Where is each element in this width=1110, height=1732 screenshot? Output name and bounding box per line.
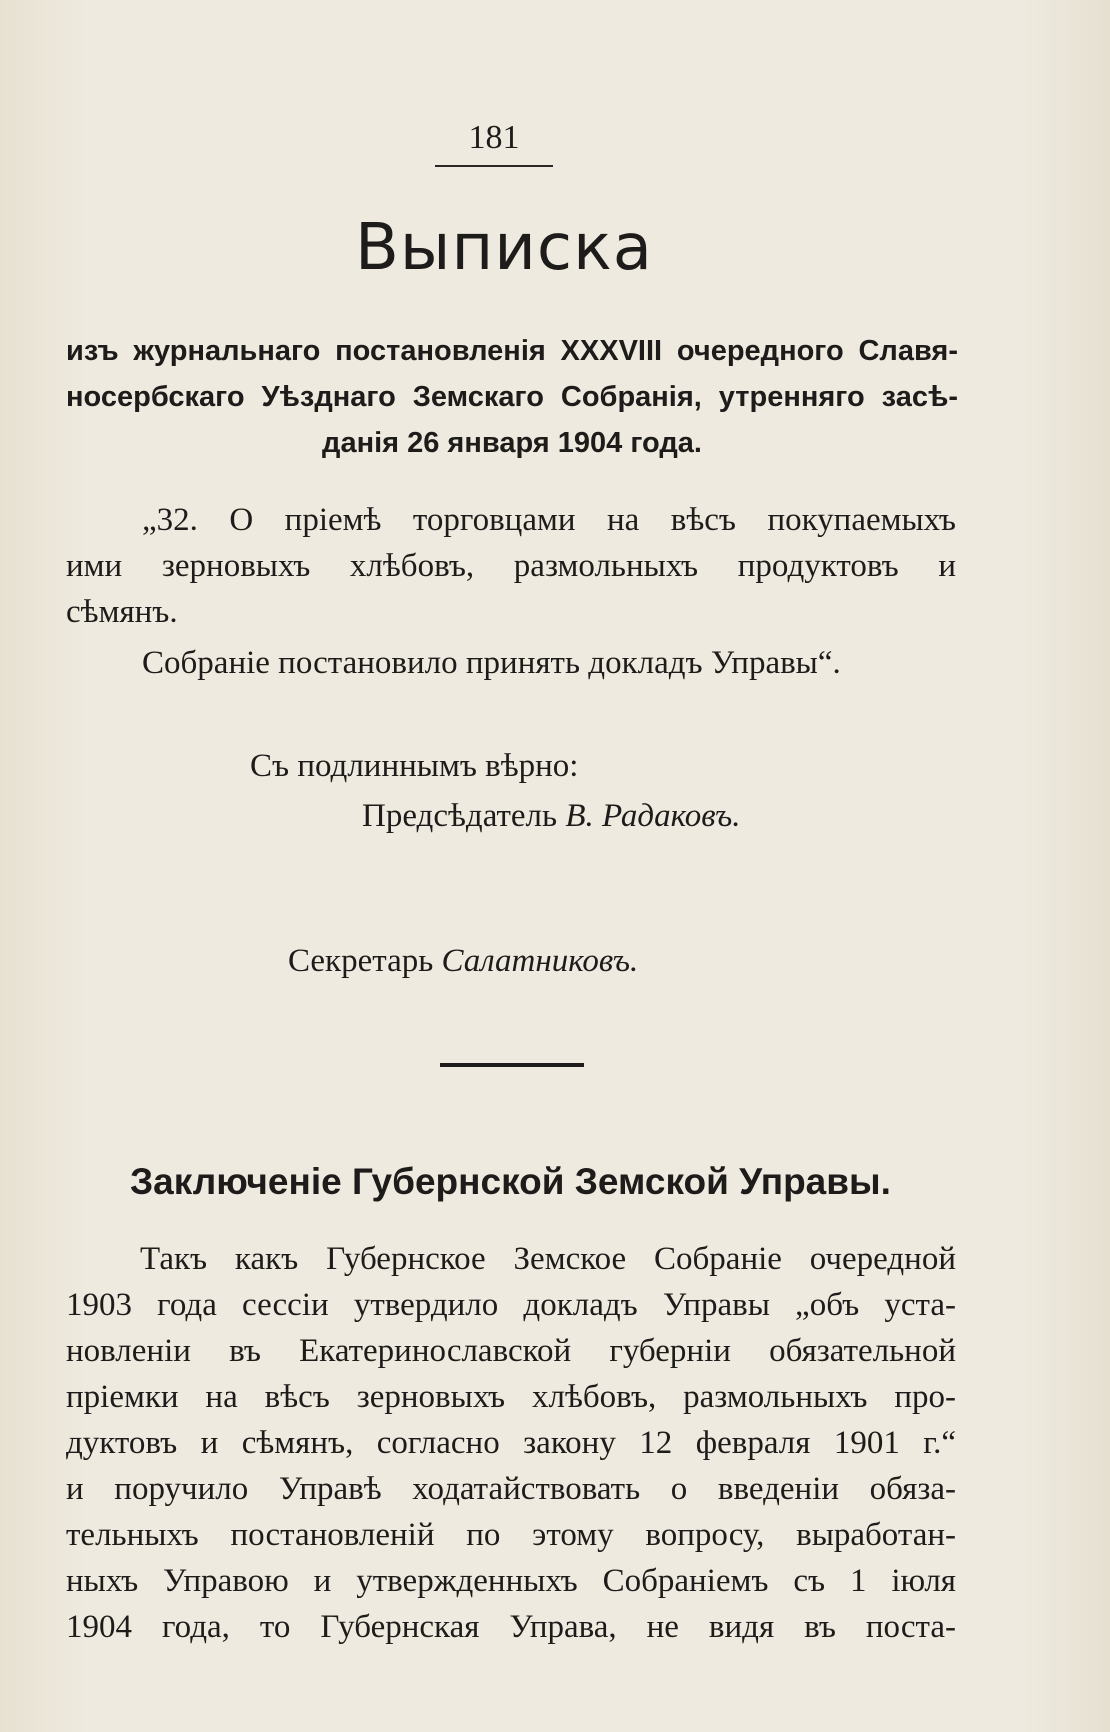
secretary-title: Секретарь [288,943,434,979]
page-number-rule [435,165,553,167]
chairman-name: В. Радаковъ. [565,798,741,834]
secretary-name: Салатниковъ. [441,943,639,979]
conclusion-line: 1903 года сессіи утвердило докладъ Управы „объ уста- [66,1287,956,1323]
item-paragraph [66,497,956,635]
secretary-signature [288,938,638,984]
conclusion-line: Такъ какъ Губернское Земское Собраніе очередной [140,1241,956,1277]
subtitle-line: данія 26 января 1904 года. [322,427,702,459]
page-number: 181 [468,119,520,156]
chairman-title: Предсѣдатель [362,798,558,834]
conclusion-line: 1904 года, то Губернская Управа, не видя въ поста- [66,1609,956,1645]
conclusion-paragraph [66,1236,956,1650]
conclusion-heading: Заключеніе Губернской Земской Управы. [130,1161,891,1202]
subtitle-line: изъ журнальнаго постановленія XXXVIII очередного Славя- [66,335,958,367]
conclusion-line: ныхъ Управою и утвержденныхъ Собраніемъ съ 1 іюля [66,1563,956,1599]
conclusion-line: дуктовъ и сѣмянъ, согласно закону 12 февраля 1901 г.“ [66,1425,956,1461]
document-title: Выписка [355,211,653,285]
document-subtitle [66,328,958,466]
conclusion-line: пріемки на вѣсъ зерновыхъ хлѣбовъ, размольныхъ про- [66,1379,956,1415]
item-line: ими зерновыхъ хлѣбовъ, размольныхъ продуктовъ и [66,548,956,584]
conclusion-line: новленіи въ Екатеринославской губерніи обязательной [66,1333,956,1369]
item-line: сѣмянъ. [66,594,178,630]
attestation-text: Съ подлиннымъ вѣрно: [250,748,579,784]
subtitle-line: носербскаго Уѣзднаго Земскаго Собранія, утренняго засѣ- [66,381,958,413]
chairman-signature [362,793,741,839]
conclusion-line: и поручило Управѣ ходатайствовать о введеніи обяза- [66,1471,956,1507]
item-line: „32. О пріемѣ торговцами на вѣсъ покупаемыхъ [142,502,956,538]
conclusion-line: тельныхъ постановленій по этому вопросу, выработан- [66,1517,956,1553]
resolution-text: Собраніе постановило принять докладъ Управы“. [142,645,841,681]
section-divider [440,1063,584,1067]
